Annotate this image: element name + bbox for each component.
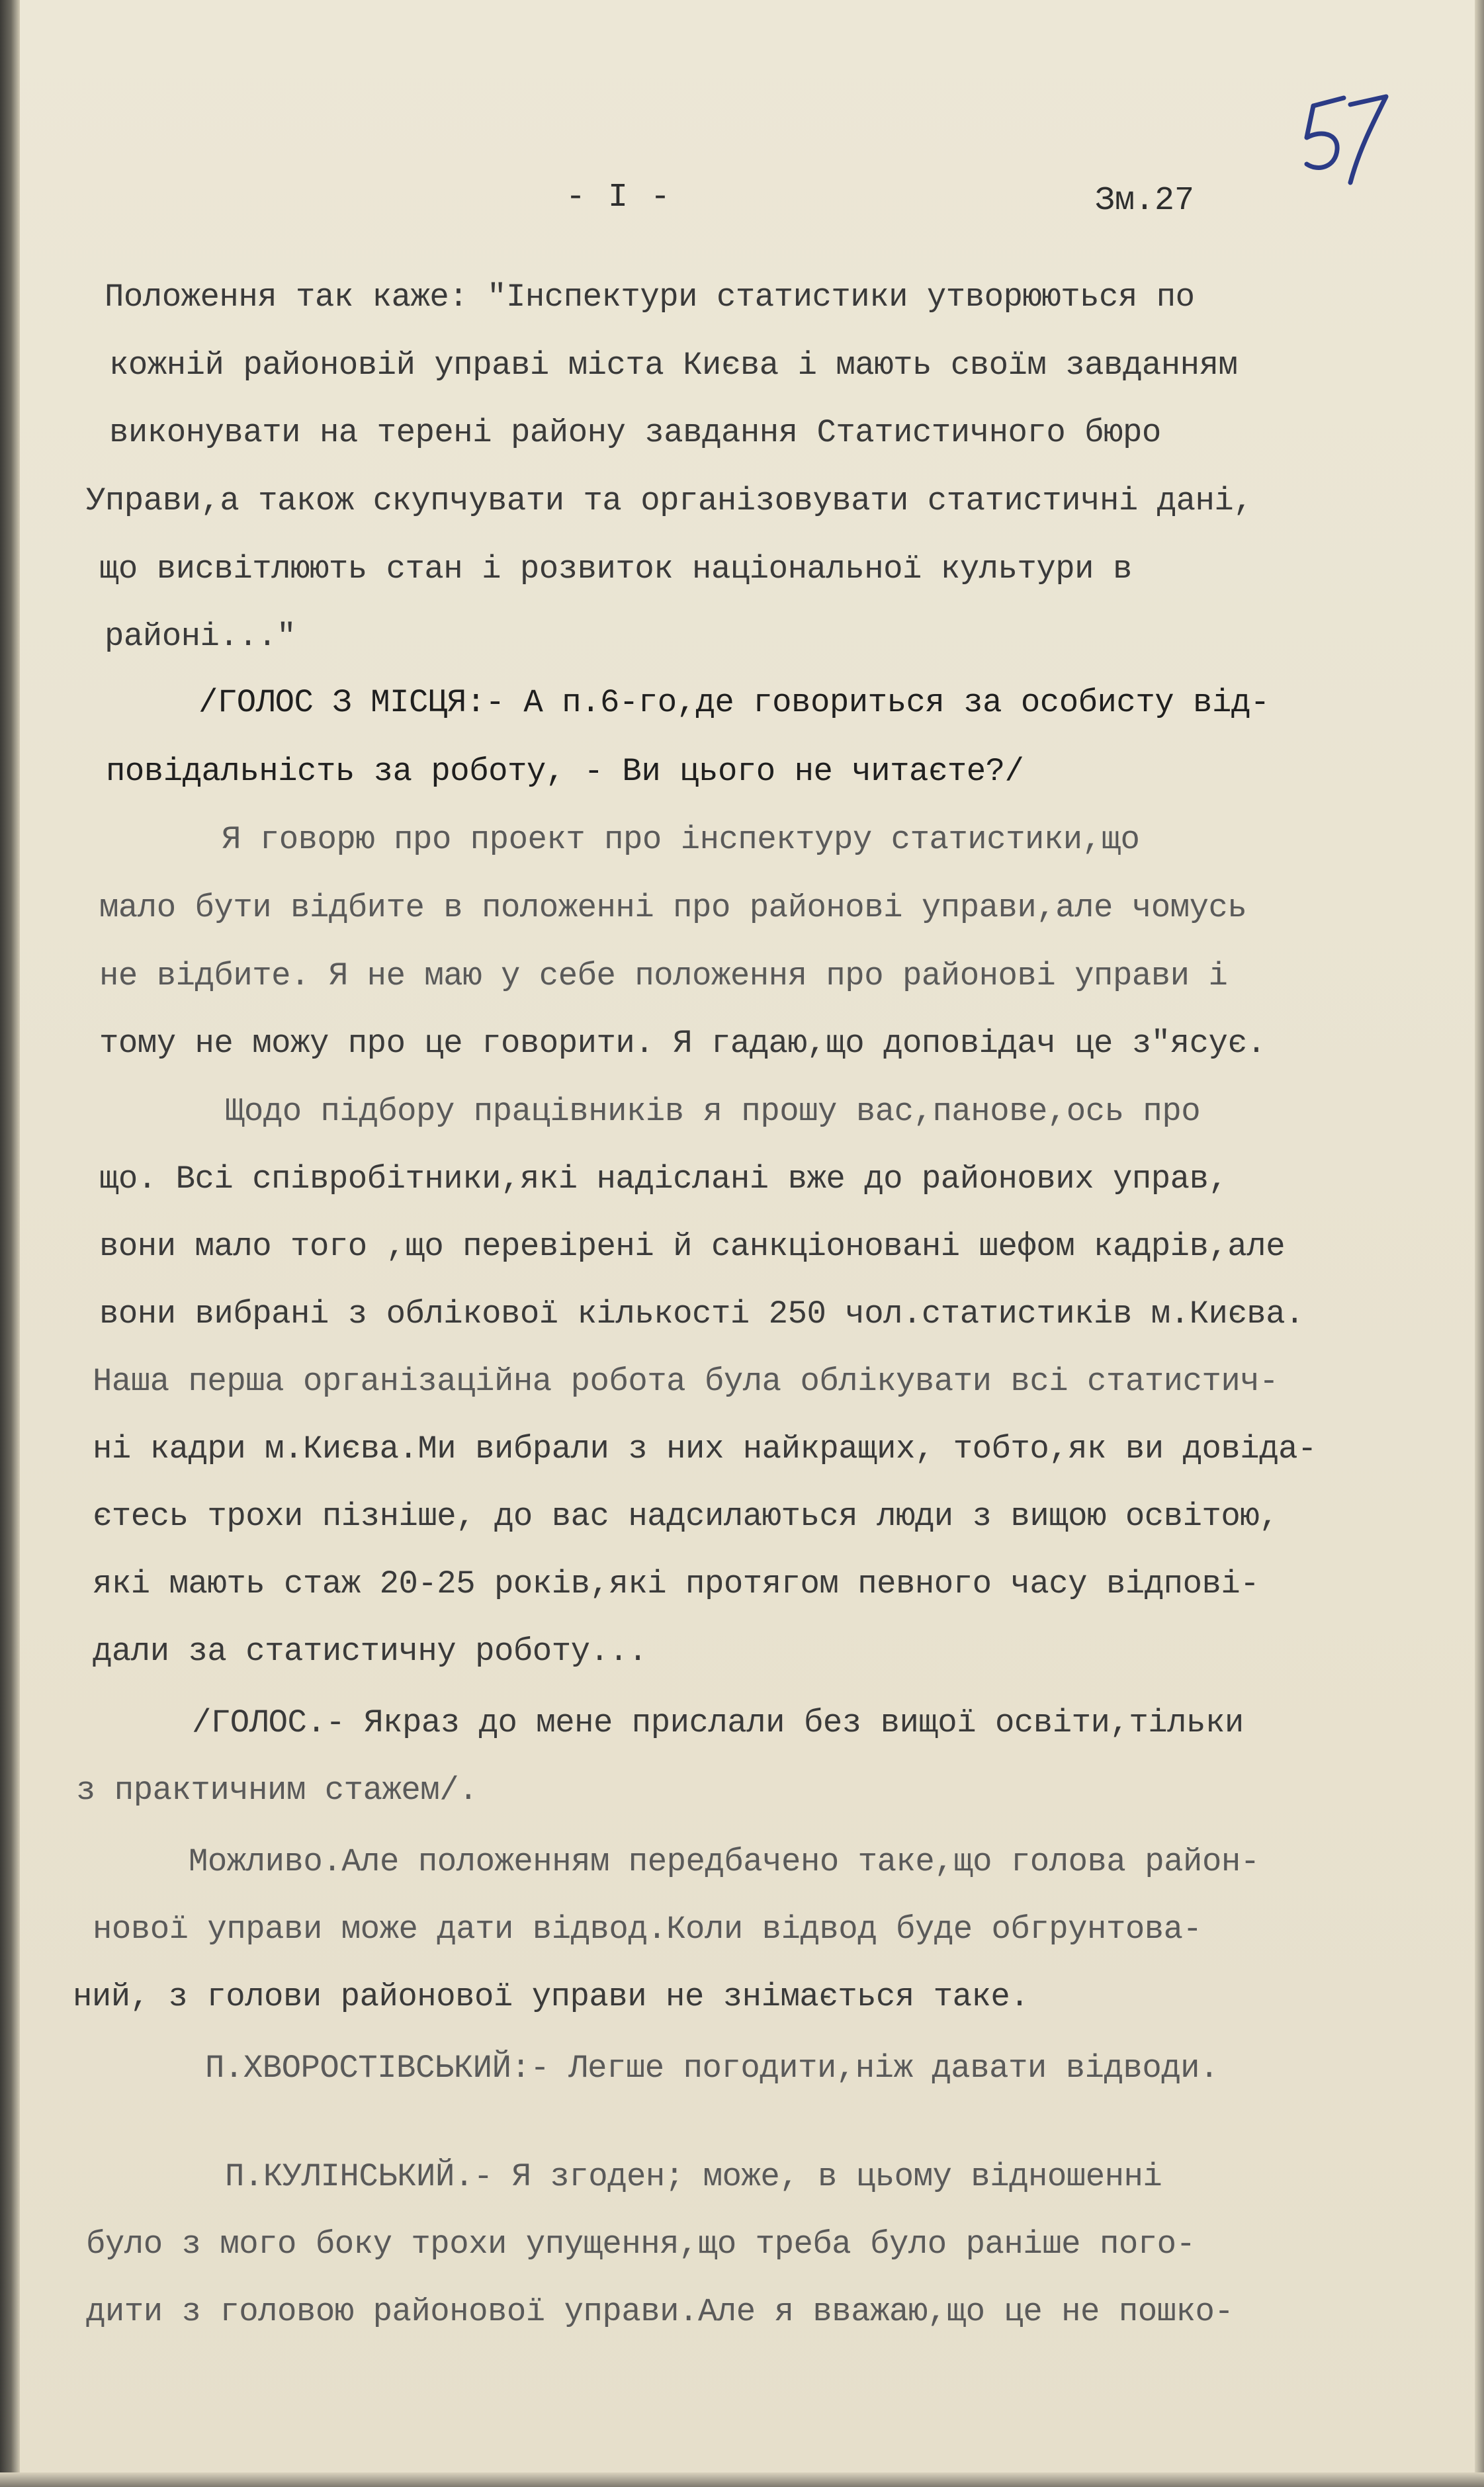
text-line: Положення так каже: "Інспектури статистики утворюються по bbox=[105, 279, 1195, 316]
text-line: єтесь трохи пізніше, до вас надсилаються люди з вищою освітою, bbox=[93, 1498, 1279, 1535]
text-line: П.ХВОРОСТІВСЬКИЙ:- Легше погодити,ніж давати відводи. bbox=[205, 2050, 1219, 2087]
text-line-remark: /ГОЛОС З МІСЦЯ:- А п.6-го,де говориться за особисту від- bbox=[198, 684, 1270, 721]
page-right-edge bbox=[1475, 0, 1484, 2487]
text-line: Я говорю про проект про інспектуру статистики,що bbox=[222, 821, 1140, 858]
text-line: виконувати на терені району завдання Статистичного бюро bbox=[109, 414, 1161, 451]
page-bottom-edge bbox=[0, 2472, 1484, 2487]
text-line: Можливо.Але положенням передбачено таке,що голова район- bbox=[189, 1843, 1260, 1880]
text-line: дити з головою районової управи.Але я вважаю,що це не пошко- bbox=[86, 2293, 1234, 2330]
text-line-remark: /ГОЛОС.- Якраз до мене прислали без вищої освіти,тільки bbox=[192, 1704, 1244, 1741]
text-line: вони мало того ,що перевірені й санкціоновані шефом кадрів,але bbox=[99, 1228, 1286, 1265]
text-line: кожній районовій управі міста Києва і мають своїм завданням bbox=[109, 347, 1238, 384]
text-line: районі..." bbox=[105, 618, 296, 655]
text-line: Наша перша організаційна робота була облікувати всі статистич- bbox=[93, 1363, 1279, 1400]
text-line: було з мого боку трохи упущення,що треба було раніше пого- bbox=[86, 2226, 1196, 2263]
typed-page-number: - I - bbox=[566, 179, 672, 216]
handwritten-folio-number bbox=[1287, 86, 1393, 185]
binding-edge bbox=[0, 0, 20, 2487]
text-line-remark: з практичним стажем/. bbox=[76, 1772, 478, 1809]
text-line: що висвітлюють стан і розвиток національної культури в bbox=[99, 550, 1132, 588]
text-line: нової управи може дати відвод.Коли відвод буде обгрунтова- bbox=[93, 1911, 1202, 1948]
text-line: Управи,а також скупчувати та організовувати статистичні дані, bbox=[86, 482, 1253, 519]
text-line: Щодо підбору працівників я прошу вас,панове,ось про bbox=[225, 1093, 1201, 1130]
text-line: ні кадри м.Києва.Ми вибрали з них найкращих, тобто,як ви довіда- bbox=[93, 1430, 1317, 1467]
text-line: які мають стаж 20-25 років,які протягом певного часу відпові- bbox=[93, 1565, 1260, 1602]
document-code: Зм.27 bbox=[1095, 182, 1195, 220]
text-line: тому не можу про це говорити. Я гадаю,що доповідач це з"ясує. bbox=[99, 1025, 1266, 1062]
handwritten-folio-number-drawing bbox=[1287, 86, 1393, 185]
text-line: вони вибрані з облікової кількості 250 чол.статистиків м.Києва. bbox=[99, 1295, 1305, 1332]
text-line-remark: повідальність за роботу, - Ви цього не читаєте?/ bbox=[106, 753, 1024, 790]
text-line: що. Всі співробітники,які надіслані вже до районових управ, bbox=[99, 1160, 1228, 1198]
text-line: не відбите. Я не маю у себе положення про районові управи і bbox=[99, 957, 1228, 994]
text-line: мало бути відбите в положенні про районові управи,але чомусь bbox=[99, 889, 1247, 926]
text-line: ний, з голови районової управи не знімається таке. bbox=[73, 1978, 1029, 2015]
text-line: дали за статистичну роботу... bbox=[93, 1633, 648, 1670]
text-line: П.КУЛІНСЬКИЙ.- Я згоден; може, в цьому відношенні bbox=[225, 2158, 1162, 2195]
